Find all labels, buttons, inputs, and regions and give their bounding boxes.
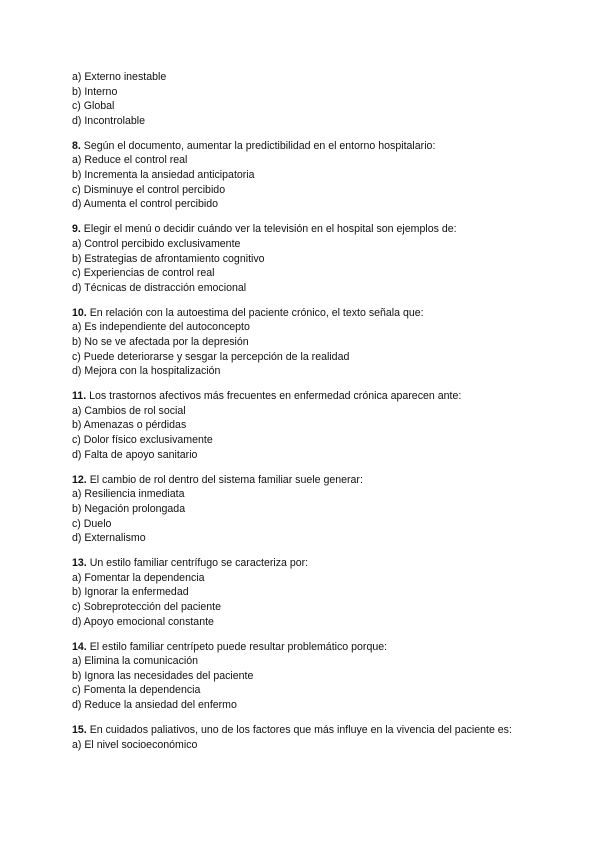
option: c) Disminuye el control percibido [72, 183, 226, 196]
question-number: 9. [72, 223, 81, 236]
option: c) Sobreprotección del paciente [72, 601, 221, 613]
question-12 [72, 473, 560, 546]
question-stem [72, 640, 560, 655]
option: a) Externo inestable [72, 71, 167, 83]
option: d) Falta de apoyo sanitario [72, 448, 198, 461]
option: c) Global [72, 100, 115, 113]
option: a) Cambios de rol social [72, 404, 186, 417]
option: d) Externalismo [72, 532, 146, 545]
question-number: 13. [72, 557, 87, 570]
question-11 [72, 389, 560, 462]
question-stem [72, 139, 560, 154]
question-10 [72, 306, 560, 379]
option: b) Amenazas o pérdidas [72, 419, 187, 432]
question-14 [72, 640, 560, 713]
option: d) Mejora con la hospitalización [72, 365, 221, 378]
question-stem [72, 556, 560, 571]
question-text: Elegir el menú o decidir cuándo ver la televisión en el hospital son ejemplos de: [83, 223, 457, 236]
option: a) Fomentar la dependencia [72, 571, 205, 584]
option: a) Es independiente del autoconcepto [72, 321, 250, 334]
question-number: 15. [72, 724, 87, 737]
question-text: El cambio de rol dentro del sistema familiar suele generar: [89, 473, 363, 486]
question-8 [72, 139, 560, 212]
question-13 [72, 556, 560, 629]
option: a) Control percibido exclusivamente [72, 237, 241, 250]
question-text: Los trastornos afectivos más frecuentes en enfermedad crónica aparecen ante: [89, 390, 462, 403]
option: d) Incontrolable [72, 114, 146, 127]
option: b) Ignora las necesidades del paciente [72, 669, 254, 682]
option: a) Elimina la comunicación [72, 655, 199, 668]
option: a) Resiliencia inmediata [72, 488, 185, 501]
question-15 [72, 723, 560, 752]
question-number: 14. [72, 640, 87, 653]
option: a) Reduce el control real [72, 154, 188, 167]
option: d) Reduce la ansiedad del enfermo [72, 699, 237, 712]
question-9 [72, 222, 560, 295]
question-stem [72, 473, 560, 488]
leading-options [72, 70, 560, 128]
question-text: El estilo familiar centrípeto puede resultar problemático porque: [89, 640, 388, 653]
question-stem [72, 222, 560, 237]
question-text: Según el documento, aumentar la predictibilidad en el entorno hospitalario: [83, 139, 436, 152]
option: c) Dolor físico exclusivamente [72, 434, 213, 447]
question-text: Un estilo familiar centrífugo se caracteriza por: [89, 557, 309, 570]
option: c) Puede deteriorarse y sesgar la percepción de la realidad [72, 350, 350, 363]
option: c) Duelo [72, 517, 112, 530]
option: b) Ignorar la enfermedad [72, 586, 189, 599]
question-stem [72, 306, 560, 321]
question-number: 12. [72, 473, 87, 486]
option: b) No se ve afectada por la depresión [72, 336, 249, 348]
option: d) Apoyo emocional constante [72, 615, 214, 628]
option: c) Experiencias de control real [72, 267, 215, 280]
question-stem [72, 723, 560, 738]
question-number: 10. [72, 306, 87, 319]
option: b) Estrategias de afrontamiento cognitivo [72, 252, 265, 265]
question-stem [72, 389, 560, 404]
question-number: 11. [72, 390, 87, 403]
option: d) Aumenta el control percibido [72, 198, 219, 211]
question-text: En cuidados paliativos, uno de los factores que más influye en la vivencia del paciente es: [89, 724, 512, 737]
question-text: En relación con la autoestima del paciente crónico, el texto señala que: [89, 306, 424, 319]
option: b) Negación prolongada [72, 502, 186, 515]
question-number: 8. [72, 139, 81, 152]
option: a) El nivel socioeconómico [72, 738, 198, 751]
option: d) Técnicas de distracción emocional [72, 281, 247, 294]
option: b) Incrementa la ansiedad anticipatoria [72, 169, 255, 182]
option: c) Fomenta la dependencia [72, 684, 201, 697]
option: b) Interno [72, 85, 118, 98]
